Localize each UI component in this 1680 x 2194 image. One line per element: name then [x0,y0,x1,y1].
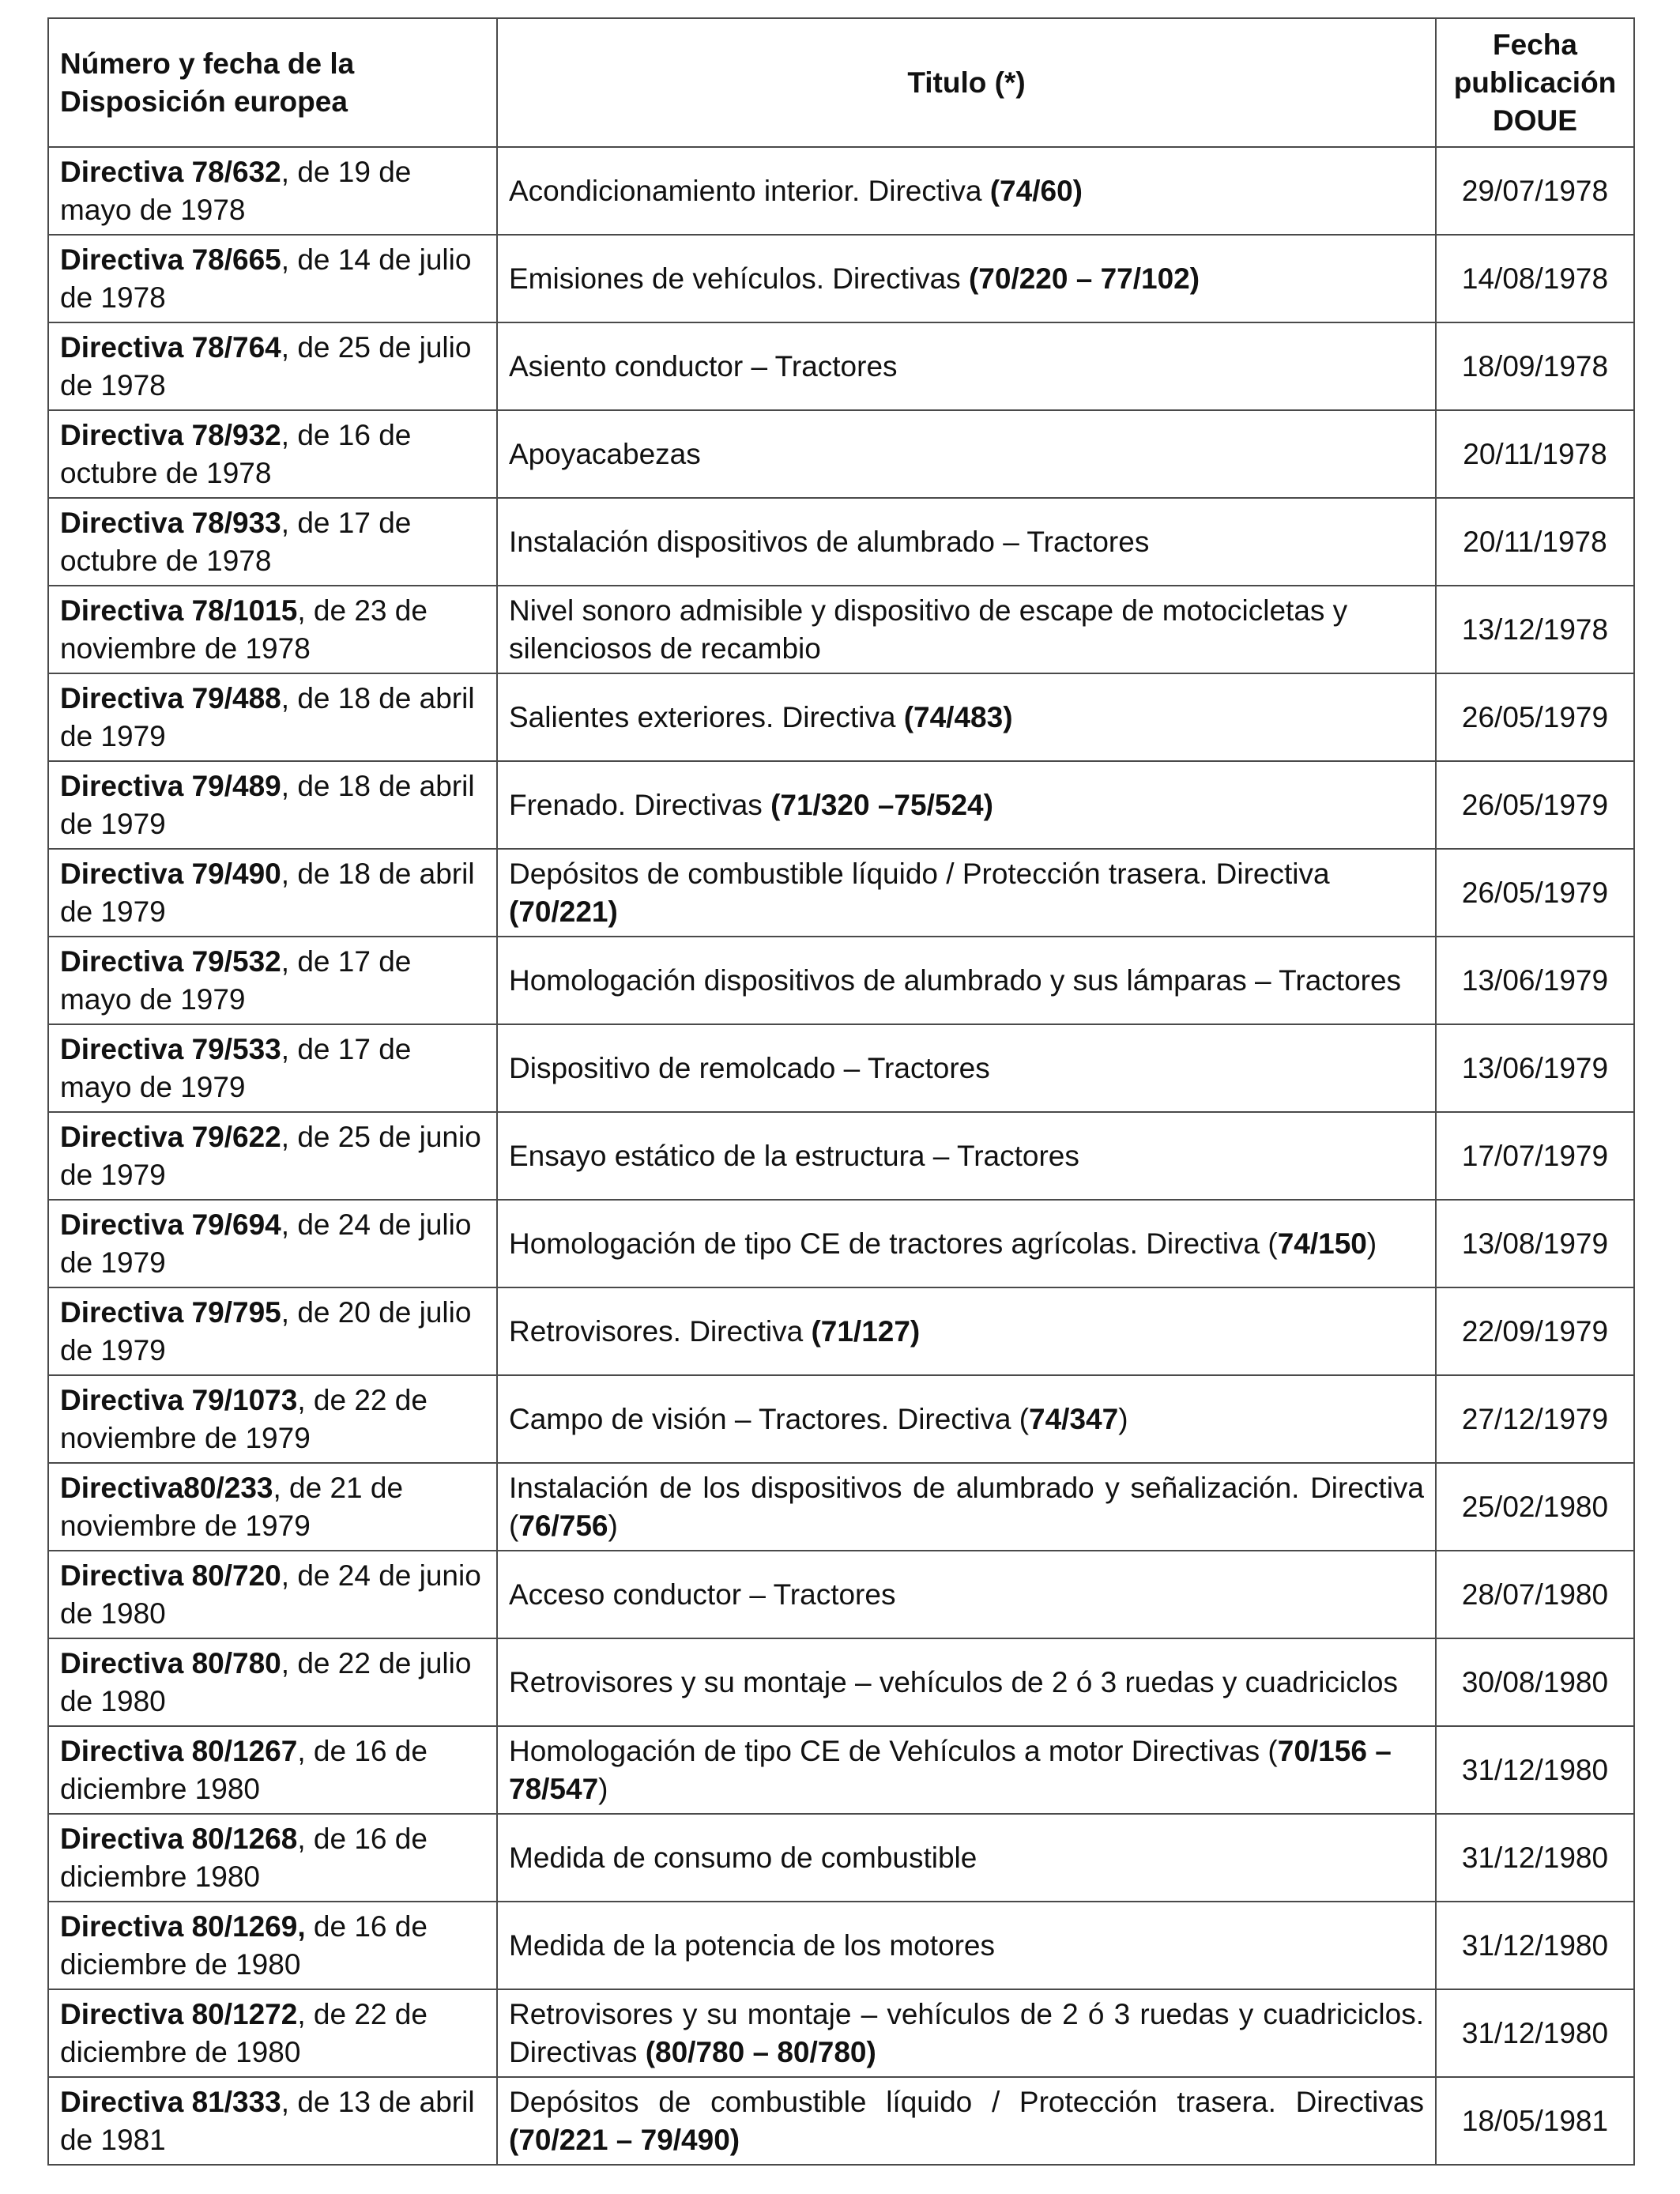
directive-number-cell [48,235,497,322]
publication-date-cell: 28/07/1980 [1436,1551,1634,1638]
directive-number-cell [48,2077,497,2165]
directive-title-cell [497,586,1436,673]
publication-date-cell: 18/05/1981 [1436,2077,1634,2165]
directive-date: , de 13 de abril de 1981 [60,2085,475,2156]
table-row [48,673,1634,761]
header-publication-date: Fecha publicación DOUE [1436,18,1634,147]
table-row [48,1287,1634,1375]
directive-title-cell [497,2077,1436,2165]
directive-title-cell [497,410,1436,498]
directive-title-reference: 76/756 [518,1509,608,1542]
table-row [48,937,1634,1024]
table-row [48,322,1634,410]
table-row [48,849,1634,937]
directive-number-cell [48,937,497,1024]
directive-code: Directiva 80/1269, [60,1909,306,1943]
directive-title: Frenado. Directivas [509,788,771,821]
directive-title-reference: (70/221) [509,895,618,928]
directive-code: Directiva 78/933 [60,506,281,539]
table-row [48,761,1634,849]
directive-code: Directiva 79/1073 [60,1383,298,1416]
directive-code: Directiva 78/665 [60,243,281,276]
directive-number-cell [48,322,497,410]
directive-title-cell [497,498,1436,586]
directive-date: , de 25 de junio de 1979 [60,1120,481,1191]
directive-title-cell [497,849,1436,937]
directive-title-reference: (74/483) [903,700,1013,733]
directive-title: Homologación dispositivos de alumbrado y sus lámparas – Tractores [509,963,1402,997]
directive-title-tail: ) [1118,1402,1128,1435]
directive-title-tail: ) [598,1772,608,1805]
directive-title-cell [497,1375,1436,1463]
table-row [48,2077,1634,2165]
directive-number-cell [48,1814,497,1902]
publication-date-cell: 13/12/1978 [1436,586,1634,673]
directive-title-cell [497,147,1436,235]
publication-date-cell: 26/05/1979 [1436,761,1634,849]
directive-title: Retrovisores y su montaje – vehículos de 2 ó 3 ruedas y cuadriciclos [509,1665,1398,1698]
directive-date: de 16 de diciembre de 1980 [60,1909,428,1981]
table-header [48,18,1634,147]
directive-title: Homologación de tipo CE de Vehículos a motor Directivas ( [509,1734,1278,1767]
directive-title: Depósitos de combustible líquido / Protección trasera. Directiva [509,857,1330,890]
directive-title: Medida de la potencia de los motores [509,1928,995,1962]
directive-title: Instalación de los dispositivos de alumbrado y señalización. Directiva ( [509,1471,1424,1542]
directive-number-cell [48,498,497,586]
directive-code: Directiva 78/932 [60,418,281,451]
directive-date: , de 24 de julio de 1979 [60,1208,472,1279]
directive-code: Directiva 78/1015 [60,594,298,627]
directive-number-cell [48,1024,497,1112]
directive-code: Directiva 79/490 [60,857,281,890]
directive-code: Directiva 79/795 [60,1295,281,1329]
directive-title: Dispositivo de remolcado – Tractores [509,1051,990,1084]
directives-table [47,17,1635,2166]
directive-date: , de 21 de noviembre de 1979 [60,1471,404,1542]
directive-number-cell [48,410,497,498]
directive-title-cell [497,1463,1436,1551]
directive-title-cell [497,1814,1436,1902]
directive-date: , de 18 de abril de 1979 [60,681,475,752]
table-row [48,1200,1634,1287]
table-row [48,147,1634,235]
table-row [48,1024,1634,1112]
directive-title: Retrovisores. Directiva [509,1314,812,1348]
directive-date: , de 25 de julio de 1978 [60,330,472,401]
directive-title-cell [497,1726,1436,1814]
directive-code: Directiva 80/720 [60,1559,281,1592]
directive-number-cell [48,849,497,937]
directive-date: , de 14 de julio de 1978 [60,243,472,314]
directive-code: Directiva80/233 [60,1471,273,1504]
directive-number-cell [48,1112,497,1200]
directive-title: Depósitos de combustible líquido / Protección trasera. Directivas [509,2085,1424,2118]
directive-number-cell [48,1638,497,1726]
publication-date-cell: 22/09/1979 [1436,1287,1634,1375]
table-row [48,1638,1634,1726]
directive-title-reference: (70/220 – 77/102) [968,262,1200,295]
publication-date-cell: 31/12/1980 [1436,1902,1634,1989]
directive-title-cell [497,1551,1436,1638]
header-row [48,18,1634,147]
directive-number-cell [48,586,497,673]
table-row [48,1375,1634,1463]
directive-code: Directiva 78/764 [60,330,281,364]
publication-date-cell: 17/07/1979 [1436,1112,1634,1200]
directive-title: Salientes exteriores. Directiva [509,700,904,733]
directive-date: , de 16 de diciembre 1980 [60,1822,428,1893]
directive-title-reference: (70/221 – 79/490) [509,2123,740,2156]
directive-title-cell [497,1989,1436,2077]
table-row [48,498,1634,586]
directive-title: Asiento conductor – Tractores [509,349,898,383]
publication-date-cell: 26/05/1979 [1436,849,1634,937]
directive-date: , de 19 de mayo de 1978 [60,155,412,226]
directive-title: Acondicionamiento interior. Directiva [509,174,990,207]
directive-date: , de 16 de diciembre 1980 [60,1734,428,1805]
directive-title-reference: 70/156 – 78/547 [509,1734,1392,1805]
publication-date-cell: 26/05/1979 [1436,673,1634,761]
directive-title-reference: (71/127) [811,1314,921,1348]
directive-date: , de 22 de julio de 1980 [60,1646,472,1717]
directive-title-cell [497,1287,1436,1375]
directive-number-cell [48,1551,497,1638]
publication-date-cell: 27/12/1979 [1436,1375,1634,1463]
directive-code: Directiva 79/532 [60,944,281,978]
directive-title-tail: ) [608,1509,618,1542]
header-title: Titulo (*) [497,18,1436,147]
directive-date: , de 17 de mayo de 1979 [60,1032,412,1103]
publication-date-cell: 30/08/1980 [1436,1638,1634,1726]
publication-date-cell: 13/08/1979 [1436,1200,1634,1287]
directive-number-cell [48,761,497,849]
publication-date-cell: 13/06/1979 [1436,1024,1634,1112]
directive-date: , de 17 de octubre de 1978 [60,506,412,577]
publication-date-cell: 18/09/1978 [1436,322,1634,410]
directive-title: Medida de consumo de combustible [509,1841,977,1874]
directive-title-cell [497,673,1436,761]
header-number-date: Número y fecha de la Disposición europea [48,18,497,147]
table-row [48,1726,1634,1814]
directive-title: Homologación de tipo CE de tractores agrícolas. Directiva ( [509,1227,1278,1260]
publication-date-cell: 20/11/1978 [1436,410,1634,498]
directive-date: , de 20 de julio de 1979 [60,1295,472,1367]
directive-code: Directiva 80/1267 [60,1734,298,1767]
directive-title-reference: 74/347 [1029,1402,1119,1435]
directive-number-cell [48,1726,497,1814]
directive-title: Emisiones de vehículos. Directivas [509,262,969,295]
directive-title: Apoyacabezas [509,437,701,470]
publication-date-cell: 31/12/1980 [1436,1989,1634,2077]
directive-number-cell [48,1989,497,2077]
directive-number-cell [48,1287,497,1375]
publication-date-cell: 20/11/1978 [1436,498,1634,586]
directive-title-cell [497,937,1436,1024]
table-row [48,235,1634,322]
directive-date: , de 18 de abril de 1979 [60,769,475,840]
directive-title-cell [497,1024,1436,1112]
table-row [48,586,1634,673]
directive-date: , de 23 de noviembre de 1978 [60,594,428,665]
directive-code: Directiva 78/632 [60,155,281,188]
directive-title: Retrovisores y su montaje – vehículos de 2 ó 3 ruedas y cuadriciclos. Directivas [509,1997,1424,2068]
table-row [48,1989,1634,2077]
directive-title: Nivel sonoro admisible y dispositivo de escape de motocicletas y silenciosos de recambio [509,594,1348,665]
directive-number-cell [48,1463,497,1551]
directive-date: , de 24 de junio de 1980 [60,1559,481,1630]
table-row [48,1112,1634,1200]
directive-code: Directiva 79/533 [60,1032,281,1065]
directive-number-cell [48,1200,497,1287]
directive-title-cell [497,235,1436,322]
directive-code: Directiva 80/780 [60,1646,281,1679]
directive-number-cell [48,147,497,235]
directive-code: Directiva 79/694 [60,1208,281,1241]
directive-date: , de 16 de octubre de 1978 [60,418,412,489]
directive-title-reference: (71/320 –75/524) [770,788,993,821]
directive-code: Directiva 79/489 [60,769,281,802]
table-row [48,1814,1634,1902]
publication-date-cell: 31/12/1980 [1436,1814,1634,1902]
directive-date: , de 17 de mayo de 1979 [60,944,412,1016]
table-row [48,410,1634,498]
table-row [48,1551,1634,1638]
directive-code: Directiva 80/1272 [60,1997,298,2030]
directive-title: Campo de visión – Tractores. Directiva ( [509,1402,1030,1435]
publication-date-cell: 29/07/1978 [1436,147,1634,235]
directive-date: , de 22 de noviembre de 1979 [60,1383,428,1454]
directive-title-cell [497,322,1436,410]
directive-title-cell [497,761,1436,849]
directive-number-cell [48,1375,497,1463]
table-row [48,1463,1634,1551]
directive-title-cell [497,1638,1436,1726]
publication-date-cell: 31/12/1980 [1436,1726,1634,1814]
directive-title-reference: 74/150 [1277,1227,1367,1260]
table-row [48,1902,1634,1989]
directive-title-reference: (80/780 – 80/780) [645,2035,876,2068]
publication-date-cell: 25/02/1980 [1436,1463,1634,1551]
directive-title-cell [497,1902,1436,1989]
directive-title: Instalación dispositivos de alumbrado – Tractores [509,525,1150,558]
directive-title-reference: (74/60) [989,174,1083,207]
table-body [48,147,1634,2165]
directive-title: Ensayo estático de la estructura – Tractores [509,1139,1079,1172]
directive-code: Directiva 81/333 [60,2085,281,2118]
directive-date: , de 22 de diciembre de 1980 [60,1997,428,2068]
directive-title-cell [497,1200,1436,1287]
directive-code: Directiva 79/488 [60,681,281,714]
directive-code: Directiva 80/1268 [60,1822,298,1855]
directive-date: , de 18 de abril de 1979 [60,857,475,928]
publication-date-cell: 13/06/1979 [1436,937,1634,1024]
publication-date-cell: 14/08/1978 [1436,235,1634,322]
directive-code: Directiva 79/622 [60,1120,281,1153]
directive-title: Acceso conductor – Tractores [509,1578,896,1611]
directive-title-cell [497,1112,1436,1200]
directive-title-tail: ) [1366,1227,1377,1260]
directive-number-cell [48,1902,497,1989]
directive-number-cell [48,673,497,761]
